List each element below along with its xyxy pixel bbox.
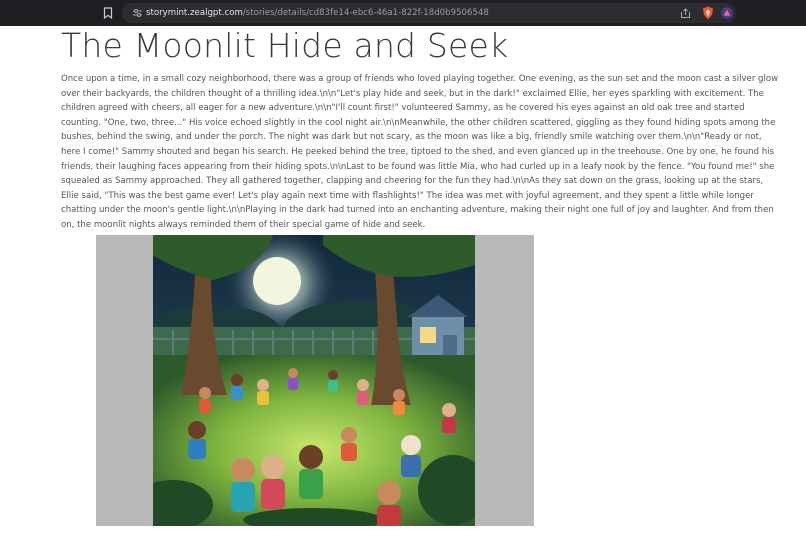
url-path: /stories/details/cd83fe14-ebc6-46a1-822f-18d0b9506548 xyxy=(242,8,489,18)
story-body: Once upon a time, in a small cozy neighborhood, there was a group of friends who loved playing together. One evening, as the sun set and the moon cast a silver glow over their backyards, the children thought of a thrilling idea.\n\n"Let's play hide and seek, but in the dark!" exclaimed Ellie, her eyes sparkling with excitement. The children agreed with cheers, all eager for a new adventure.\n\n"I'll count first!" volunteered Sammy, as he covered his eyes against an old oak tree and started counting. "One, two, three..." His voice echoed slightly in the cool night air.\n\nMeanwhile, the other children scattered, giggling as they found hiding spots among the bushes, behind the swing, and under the porch. The night was dark but not scary, as the moon was like a big, friendly smile watching over them.\n\n"Ready or not, here I come!" Sammy shouted and began his search. He peeked behind the tree, tiptoed to the shed, and even glanced up in the treehouse. One by one, he found his friends, their laughing faces appearing from their hiding spots.\n\nLast to be found was little Mia, who had curled up in a leafy nook by the fence. "You found me!" she squealed as Sammy approached. They all gathered together, clapping and cheering for the fun they had.\n\nAs they sat down on the grass, looking up at the stars, Ellie said, "This was the best game ever! Let's play again next time with flashlights!" The idea was met with joyful agreement, and they spent a little while longer chatting under the moon's gentle light.\n\nPlaying in the dark had turned into an enchanting adventure, making their night one full of joy and laughter. And from then on, the moonlit nights always reminded them of their special game of hide and seek. xyxy=(61,74,779,230)
share-icon[interactable] xyxy=(678,6,692,20)
url-text[interactable] xyxy=(146,3,489,23)
url-domain: storymint.zealgpt.com xyxy=(146,8,243,18)
bookmark-icon[interactable] xyxy=(101,5,115,21)
triangle-extension-icon[interactable] xyxy=(720,6,734,20)
brave-shield-icon[interactable] xyxy=(701,5,715,21)
tune-icon[interactable] xyxy=(130,6,144,20)
address-bar[interactable] xyxy=(122,3,736,23)
story-illustration xyxy=(96,235,534,526)
browser-toolbar xyxy=(0,0,806,26)
illustration-scene xyxy=(153,235,475,526)
story-title: The Moonlit Hide and Seek xyxy=(61,26,509,65)
